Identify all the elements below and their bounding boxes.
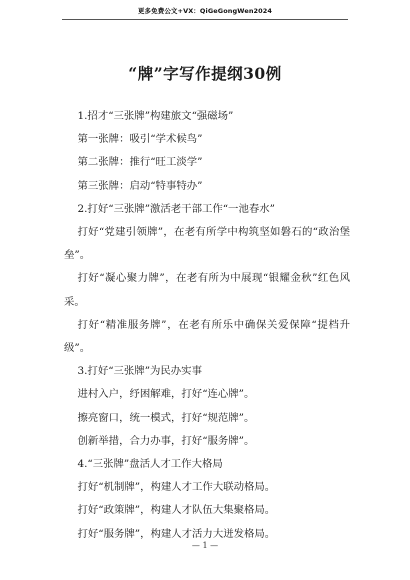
section-heading-1: 1.招才“三张牌”构建旅文“强磁场” [77, 110, 234, 122]
paragraph: 创新举措，合力办事，打好“服务牌”。 [77, 434, 255, 447]
paragraph: 打好“机制牌”，构建人才工作大联动格局。 [77, 481, 276, 494]
header-divider [62, 19, 348, 20]
page-header: 更多免费公文+VX：QiGeGongWen2024 [137, 7, 273, 15]
paragraph: 打好“政策牌”，构建人才队伍大集聚格局。 [77, 504, 276, 517]
paragraph: 擦亮窗口，统一模式，打好“规范牌”。 [77, 411, 255, 424]
section-heading-4: 4.“三张牌”盘活人才工作大格局 [77, 458, 223, 471]
paragraph: 打好“精准服务牌”，在老有所乐中确保关爱保障“提档升级”。 [64, 318, 350, 355]
document-title: “牌”字写作提纲30例 [128, 64, 282, 83]
paragraph: 打好“党建引领牌”，在老有所学中构筑坚如磐石的“政治堡垒”。 [64, 226, 350, 262]
paragraph: 进村入户，纾困解难，打好“连心牌”。 [77, 388, 255, 401]
section-heading-2: 2.打好“三张牌”激活老干部工作“一池春水” [77, 202, 275, 215]
paragraph: 打好“服务牌”，构建人才活力大迸发格局。 [77, 527, 276, 540]
paragraph: 第一张牌：吸引“学术候鸟” [77, 133, 203, 146]
section-heading-3: 3.打好“三张牌”为民办实事 [77, 365, 202, 378]
paragraph: 打好“凝心聚力牌”，在老有所为中展现“银耀金秋”红色风采。 [64, 272, 350, 308]
paragraph: 第三张牌：启动“特事特办” [77, 179, 203, 192]
document-body [64, 105, 350, 546]
page-number: — 1 — [191, 541, 219, 550]
paragraph: 第二张牌：推行“旺工淡学” [77, 156, 203, 169]
